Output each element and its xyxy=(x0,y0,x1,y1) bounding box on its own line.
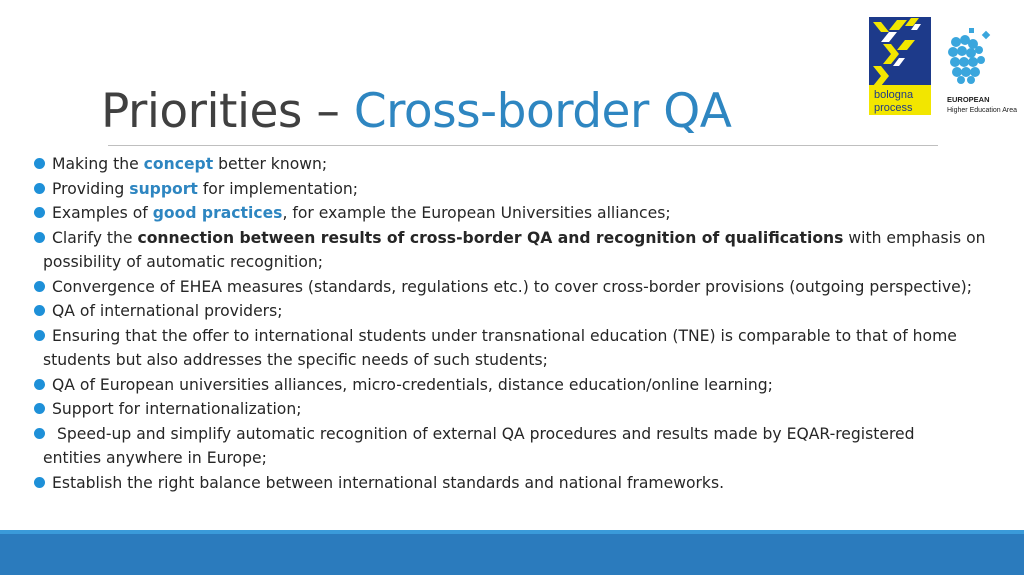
title-divider xyxy=(108,145,938,146)
list-item xyxy=(34,177,1009,202)
bullet-dot-icon xyxy=(34,158,45,169)
list-item xyxy=(34,275,1009,300)
bullet-dot-icon xyxy=(34,428,45,439)
item-text: with emphasis on xyxy=(843,228,986,247)
item-text: Providing xyxy=(52,179,130,198)
item-highlight: concept xyxy=(143,155,214,173)
item-text: Making the xyxy=(52,155,144,173)
item-continuation: possibility of automatic recognition; xyxy=(43,253,324,271)
bologna-ehea-logo xyxy=(869,14,1019,124)
title-highlight: Cross-border QA xyxy=(353,84,732,139)
item-text: for implementation; xyxy=(197,179,359,198)
item-text: QA of European universities alliances, micro-credentials, distance education/online learning; xyxy=(52,375,773,394)
list-item xyxy=(34,152,1009,177)
bologna-line1: bologna xyxy=(874,89,914,101)
bullet-dot-icon xyxy=(34,379,45,390)
ehea-line2: Higher Education Area xyxy=(947,107,1018,114)
item-highlight: support xyxy=(129,179,198,198)
item-text: Support for internationalization; xyxy=(52,400,302,418)
priority-list xyxy=(34,152,1009,495)
list-item xyxy=(34,226,1009,275)
item-continuation: students but also addresses the specific needs of such students; xyxy=(43,351,548,369)
list-item xyxy=(34,397,1009,422)
bullet-dot-icon xyxy=(34,207,45,218)
bullet-dot-icon xyxy=(34,183,45,194)
list-item xyxy=(34,422,1009,471)
list-item xyxy=(34,299,1009,324)
bullet-dot-icon xyxy=(34,281,45,292)
item-text: Establish the right balance between international standards and national frameworks. xyxy=(52,473,725,492)
item-text: better known; xyxy=(213,155,328,173)
title-prefix: Priorities – xyxy=(101,84,354,139)
footer-band xyxy=(0,530,1024,575)
item-text: QA of international providers; xyxy=(52,302,283,320)
item-text: Convergence of EHEA measures (standards, regulations etc.) to cover cross-border provisions (outgoing perspective); xyxy=(52,277,973,296)
item-highlight: good practices xyxy=(152,204,283,222)
slide-title xyxy=(101,84,731,140)
bullet-dot-icon xyxy=(34,403,45,414)
list-item xyxy=(34,201,1009,226)
item-text: Clarify the xyxy=(52,228,138,247)
list-item xyxy=(34,373,1009,398)
item-emphasis: connection between results of cross-border QA and recognition of qualifications xyxy=(137,228,844,247)
bullet-dot-icon xyxy=(34,232,45,243)
footer-accent-line xyxy=(0,530,1024,534)
list-item xyxy=(34,324,1009,373)
bullet-dot-icon xyxy=(34,477,45,488)
item-text: , for example the European Universities alliances; xyxy=(282,204,671,222)
list-item xyxy=(34,471,1009,496)
item-text: Ensuring that the offer to international students under transnational education (TNE) is comparable to that of home xyxy=(52,326,957,345)
ehea-line1: EUROPEAN xyxy=(947,95,990,104)
bullet-dot-icon xyxy=(34,330,45,341)
item-continuation: entities anywhere in Europe; xyxy=(43,449,267,467)
bologna-line2: process xyxy=(874,102,913,114)
item-text: Examples of xyxy=(52,204,153,222)
bullet-dot-icon xyxy=(34,305,45,316)
item-text: Speed-up and simplify automatic recognition of external QA procedures and results made by EQAR-registered xyxy=(52,424,915,443)
